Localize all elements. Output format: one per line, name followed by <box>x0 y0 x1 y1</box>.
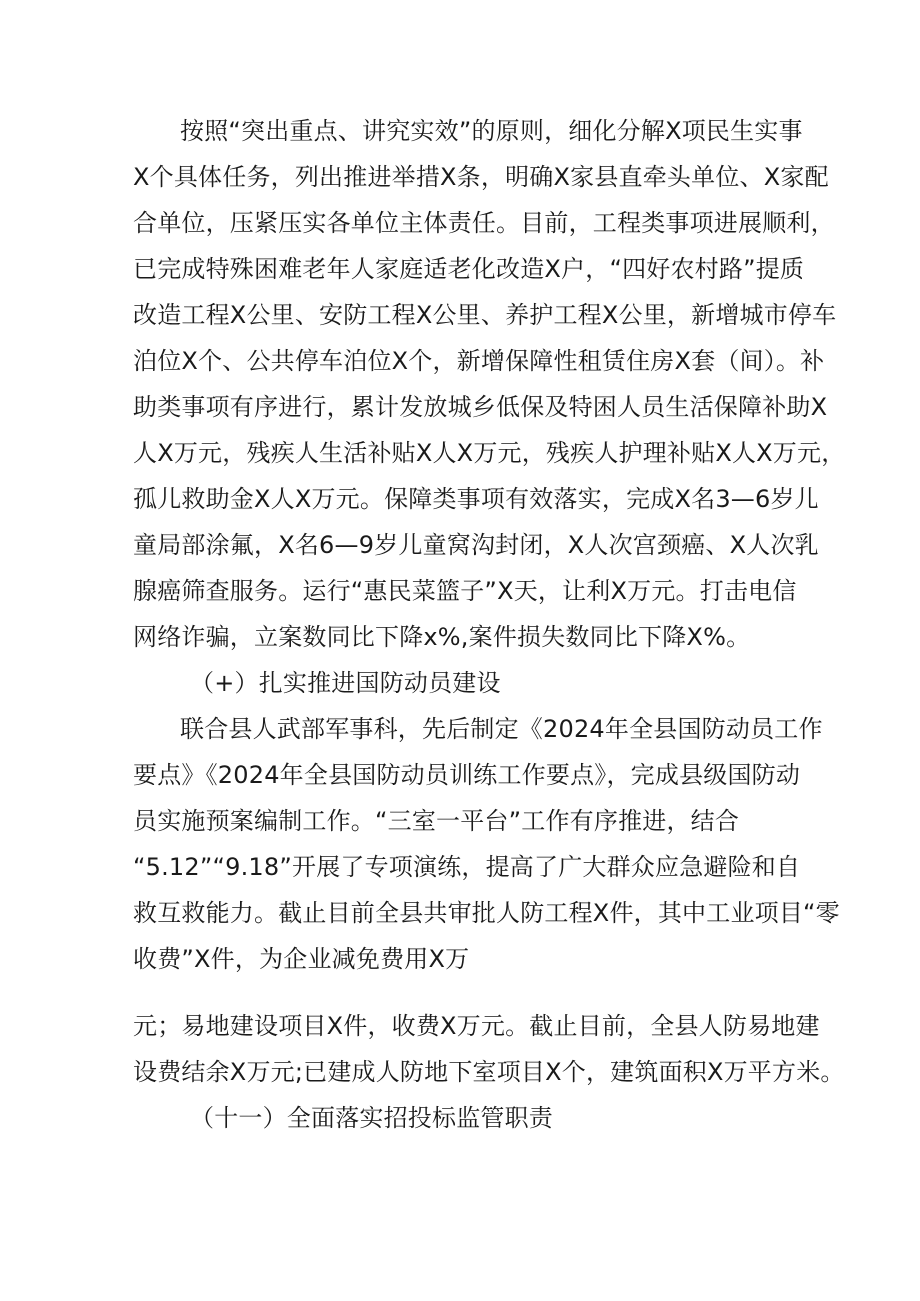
paragraph-1-line-5: 改造工程X公里、安防工程X公里、养护工程X公里，新增城市停车 <box>133 301 837 329</box>
paragraph-1-line-3: 合单位，压紧压实各单位主体责任。目前，工程类事项进展顺利， <box>133 209 835 237</box>
paragraph-2-line-6: 收费”X件，为企业减免费用X万 <box>133 945 470 973</box>
paragraph-1-line-7: 助类事项有序进行，累计发放城乡低保及特困人员生活保障补助X <box>133 393 828 421</box>
paragraph-1-line-2: X个具体任务，列出推进举措X条，明确X家县直牵头单位、X家配 <box>133 163 829 191</box>
paragraph-3-line-1: 元；易地建设项目X件，收费X万元。截止目前，全县人防易地建 <box>133 1012 820 1040</box>
paragraph-3-line-2: 设费结余X万元;已建成人防地下室项目X个，建筑面积X万平方米。 <box>133 1058 845 1086</box>
section-heading-10: （+）扎实推进国防动员建设 <box>190 669 501 697</box>
paragraph-2-line-4: “5.12”“9.18”开展了专项演练，提高了广大群众应急避险和自 <box>133 853 801 881</box>
paragraph-2-line-2: 要点》《2024年全县国防动员训练工作要点》，完成县级国防动 <box>133 761 801 789</box>
section-heading-11: （十一）全面落实招投标监管职责 <box>190 1104 553 1132</box>
paragraph-1-line-4: 已完成特殊困难老年人家庭适老化改造X户，“四好农村路”提质 <box>133 255 805 283</box>
paragraph-1-line-12: 网络诈骗，立案数同比下降x%,案件损失数同比下降X%。 <box>133 623 751 651</box>
paragraph-1-line-8: 人X万元，残疾人生活补贴X人X万元，残疾人护理补贴X人X万元， <box>133 439 846 467</box>
paragraph-1-line-9: 孤儿救助金X人X万元。保障类事项有效落实，完成X名3—6岁儿 <box>133 485 819 513</box>
paragraph-1-line-11: 腺癌筛查服务。运行“惠民菜篮子”X天，让利X万元。打击电信 <box>133 577 797 605</box>
paragraph-2-line-1: 联合县人武部军事科，先后制定《2024年全县国防动员工作 <box>180 715 823 743</box>
paragraph-1-line-10: 童局部涂氟，X名6—9岁儿童窝沟封闭，X人次宫颈癌、X人次乳 <box>133 531 819 559</box>
paragraph-1-line-1: 按照“突出重点、讲究实效”的原则，细化分解X项民生实事 <box>180 117 803 145</box>
paragraph-2-line-3: 员实施预案编制工作。“三室一平台”工作有序推进，结合 <box>133 807 740 835</box>
paragraph-1-line-6: 泊位X个、公共停车泊位X个，新增保障性租赁住房X套（间）。补 <box>133 347 825 375</box>
paragraph-2-line-5: 救互救能力。截止目前全县共审批人防工程X件，其中工业项目“零 <box>133 899 840 927</box>
